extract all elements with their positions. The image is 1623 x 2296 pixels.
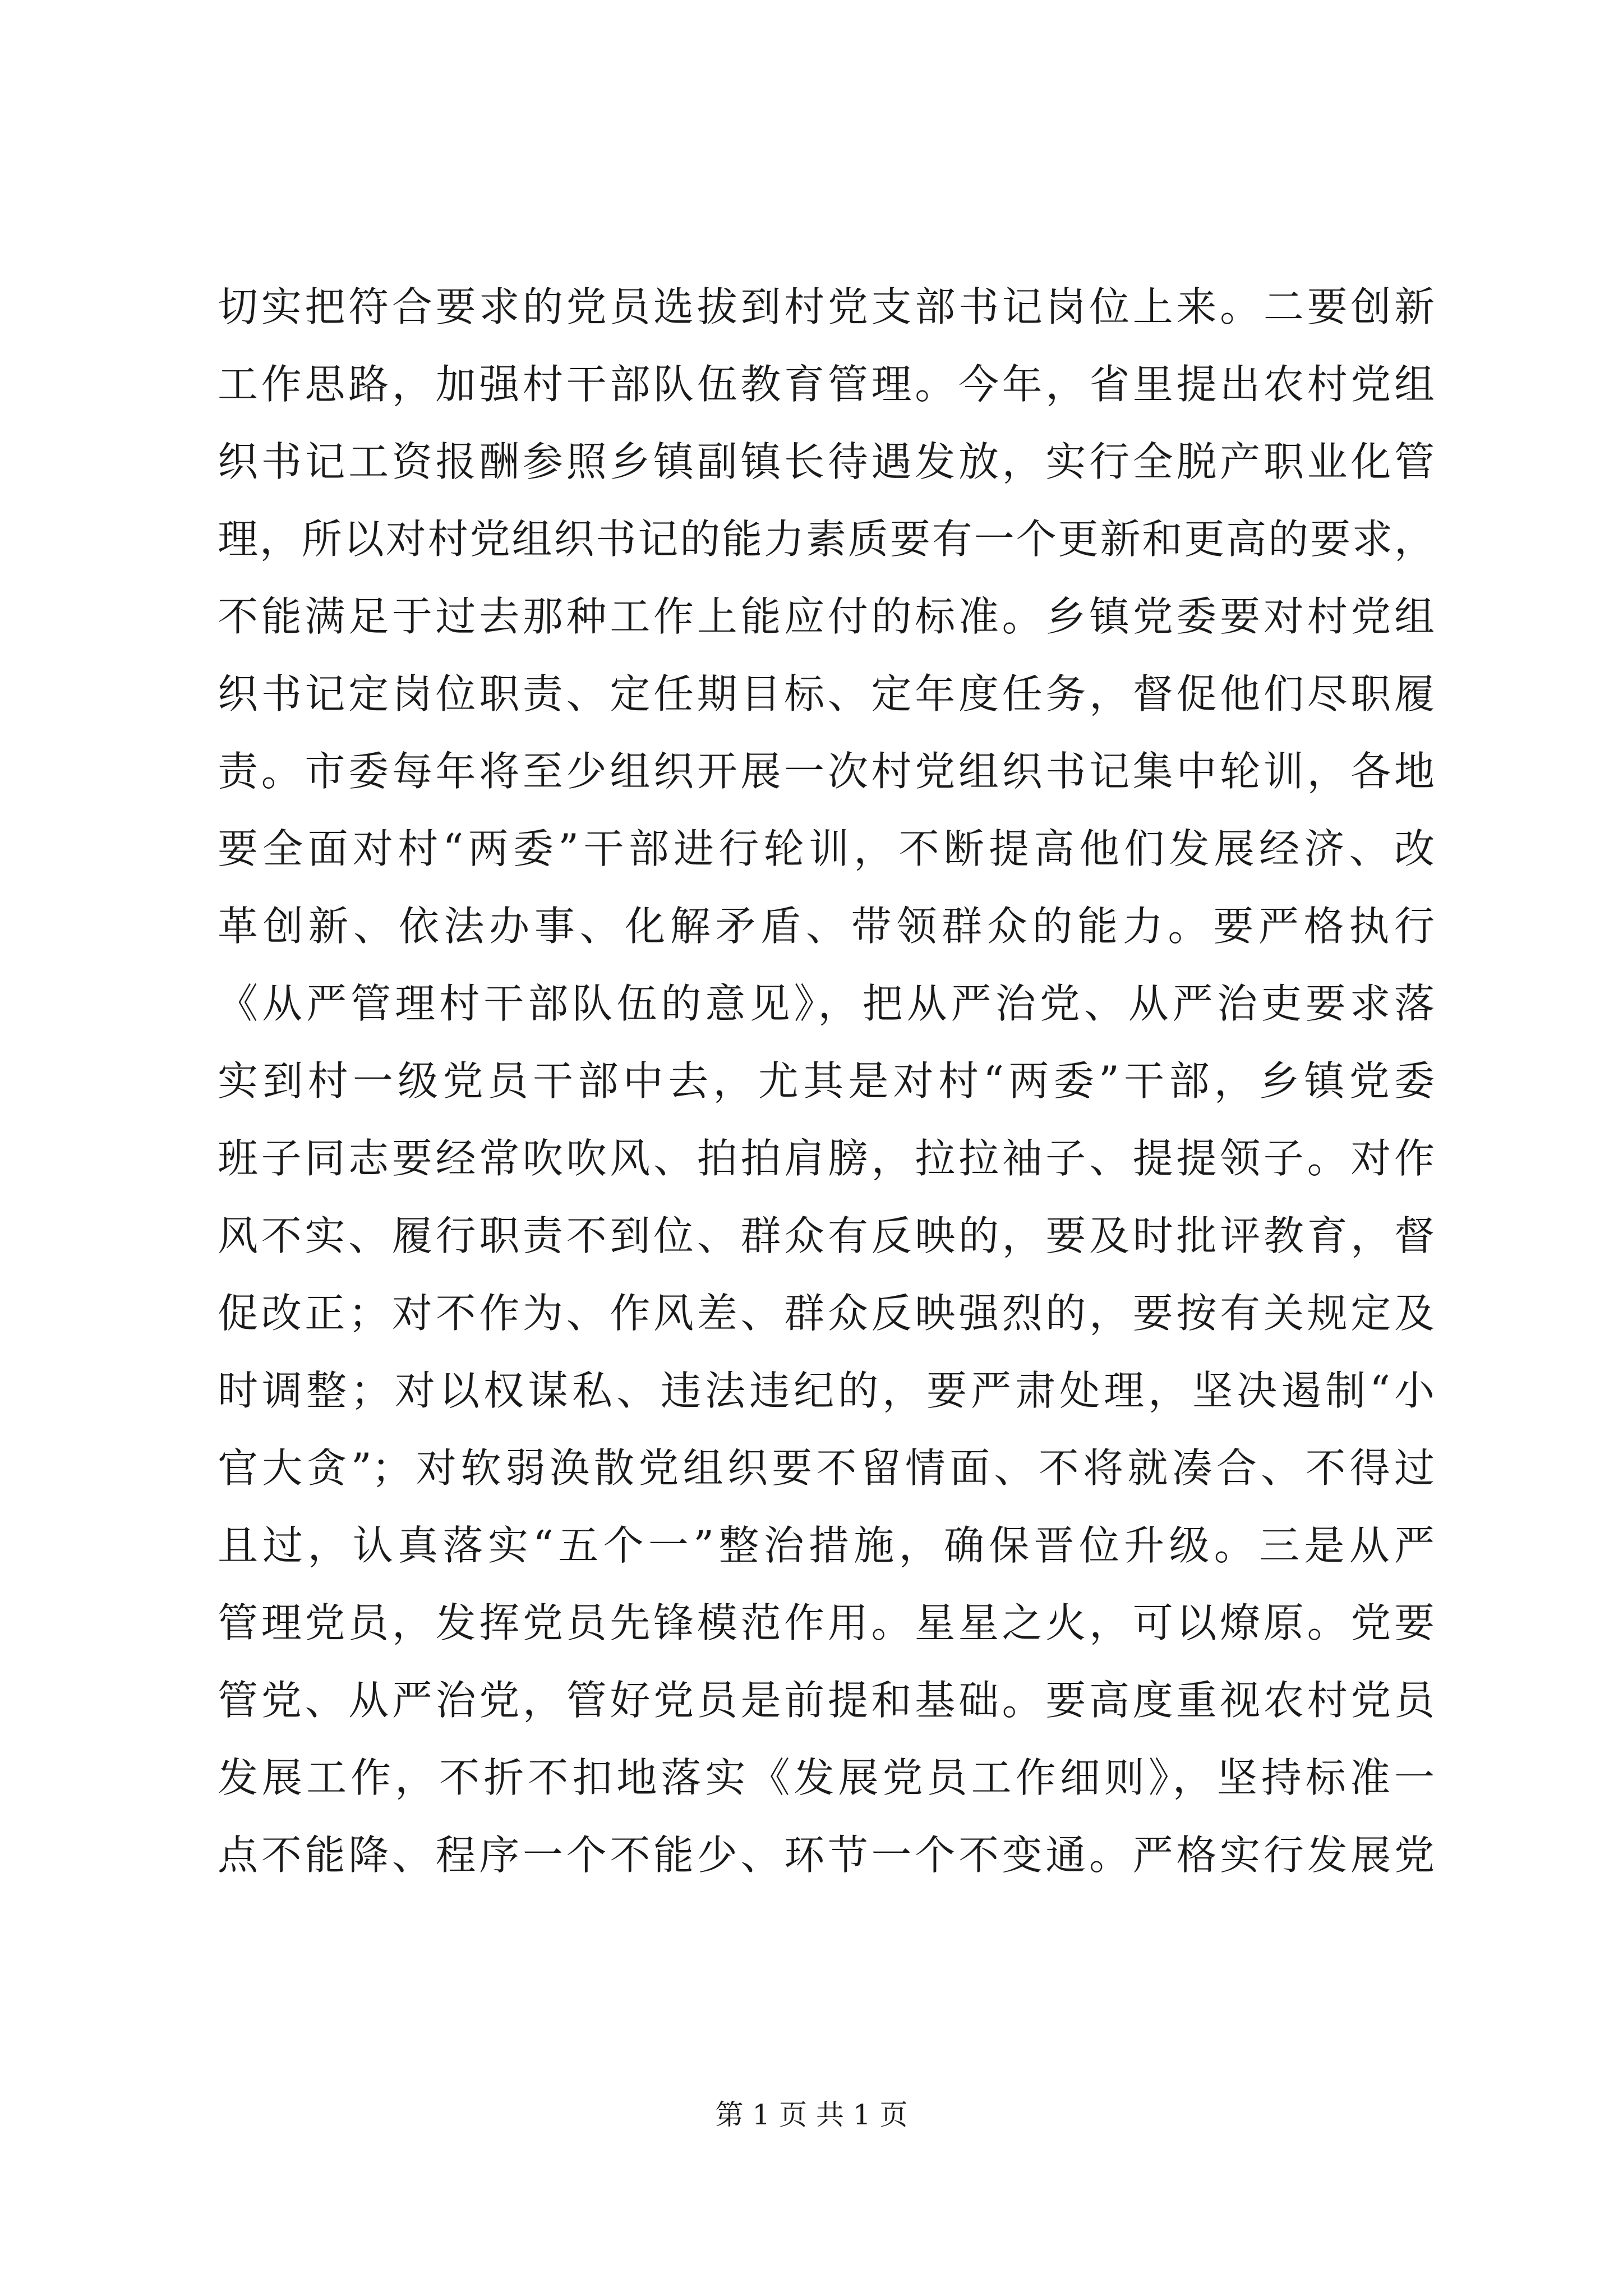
text-line: 发展工作，不折不扣地落实《发展党员工作细则》，坚持标准一	[218, 1754, 1435, 1801]
text-line: 不能满足于过去那种工作上能应付的标准。乡镇党委要对村党组	[218, 593, 1435, 640]
page-footer: 第 1 页 共 1 页	[715, 2099, 908, 2131]
text-line: 切实把符合要求的党员选拔到村党支部书记岗位上来。二要创新	[218, 283, 1435, 330]
text-line: 官大贪”；对软弱涣散党组织要不留情面、不将就凑合、不得过	[218, 1444, 1435, 1492]
text-line: 且过，认真落实“五个一”整治措施，确保晋位升级。三是从严	[218, 1522, 1435, 1569]
body-text	[218, 268, 1435, 1894]
text-line: 促改正；对不作为、作风差、群众反映强烈的，要按有关规定及	[218, 1290, 1435, 1337]
text-line: 点不能降、程序一个不能少、环节一个不变通。严格实行发展党	[218, 1832, 1435, 1879]
text-line: 管理党员，发挥党员先锋模范作用。星星之火，可以燎原。党要	[218, 1599, 1435, 1646]
text-line: 实到村一级党员干部中去，尤其是对村“两委”干部，乡镇党委	[218, 1057, 1435, 1105]
text-line: 工作思路，加强村干部队伍教育管理。今年，省里提出农村党组	[218, 361, 1435, 408]
text-line: 管党、从严治党，管好党员是前提和基础。要高度重视农村党员	[218, 1677, 1435, 1724]
text-line: 班子同志要经常吹吹风、拍拍肩膀，拉拉袖子、提提领子。对作	[218, 1135, 1435, 1182]
text-line: 时调整；对以权谋私、违法违纪的，要严肃处理，坚决遏制“小	[218, 1367, 1435, 1414]
text-line: 织书记定岗位职责、定任期目标、定年度任务，督促他们尽职履	[218, 670, 1435, 717]
text-line: 责。市委每年将至少组织开展一次村党组织书记集中轮训，各地	[218, 748, 1435, 795]
text-line: 织书记工资报酬参照乡镇副镇长待遇发放，实行全脱产职业化管	[218, 438, 1435, 485]
text-line: 风不实、履行职责不到位、群众有反映的，要及时批评教育，督	[218, 1212, 1435, 1259]
text-line: 理，所以对村党组织书记的能力素质要有一个更新和更高的要求，	[218, 516, 1435, 563]
text-line: 《从严管理村干部队伍的意见》，把从严治党、从严治吏要求落	[218, 980, 1435, 1027]
text-line: 革创新、依法办事、化解矛盾、带领群众的能力。要严格执行	[218, 903, 1435, 950]
text-line: 要全面对村“两委”干部进行轮训，不断提高他们发展经济、改	[218, 825, 1435, 872]
